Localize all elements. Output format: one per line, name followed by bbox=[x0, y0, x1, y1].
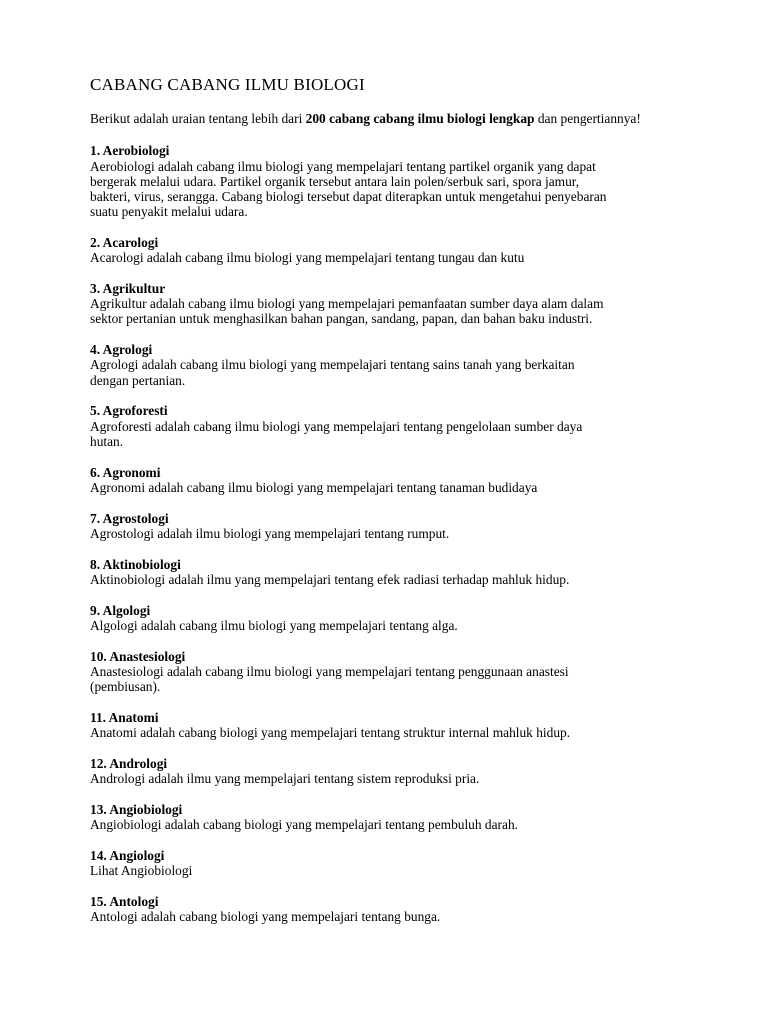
entry-title: 5. Agroforesti bbox=[90, 403, 168, 419]
list-item bbox=[90, 756, 708, 786]
list-item bbox=[90, 603, 708, 633]
entry-description-line: Agronomi adalah cabang ilmu biologi yang mempelajari tentang tanaman budidaya bbox=[90, 479, 538, 495]
entry-title: 2. Acarologi bbox=[90, 235, 159, 251]
list-item bbox=[90, 511, 708, 541]
entry-description-line: Lihat Angiobiologi bbox=[90, 863, 193, 879]
entry-description-line: Algologi adalah cabang ilmu biologi yang mempelajari tentang alga. bbox=[90, 617, 458, 633]
entry-title: 3. Agrikultur bbox=[90, 281, 166, 297]
list-item bbox=[90, 281, 708, 327]
list-item bbox=[90, 649, 708, 695]
entry-title: 10. Anastesiologi bbox=[90, 648, 186, 664]
list-item bbox=[90, 557, 708, 587]
entry-title: 6. Agronomi bbox=[90, 464, 161, 480]
list-item bbox=[90, 403, 708, 449]
list-item bbox=[90, 143, 708, 219]
entry-description-line: Angiobiologi adalah cabang biologi yang mempelajari tentang pembuluh darah. bbox=[90, 817, 519, 833]
entry-description-line: bergerak melalui udara. Partikel organik tersebut antara lain polen/serbuk sari, spora jamur, bbox=[90, 173, 580, 189]
list-item bbox=[90, 802, 708, 832]
entry-description-line: Agrostologi adalah ilmu biologi yang mempelajari tentang rumput. bbox=[90, 525, 450, 541]
entry-title: 11. Anatomi bbox=[90, 709, 159, 725]
entry-description-line: Agroforesti adalah cabang ilmu biologi yang mempelajari tentang pengelolaan sumber daya bbox=[90, 418, 583, 434]
list-item bbox=[90, 894, 708, 924]
entry-description-line: Agrologi adalah cabang ilmu biologi yang mempelajari tentang sains tanah yang berkaitan bbox=[90, 357, 575, 373]
entry-description-line: dengan pertanian. bbox=[90, 372, 186, 388]
entry-title: 9. Algologi bbox=[90, 602, 151, 618]
entry-title: 8. Aktinobiologi bbox=[90, 556, 181, 572]
list-item bbox=[90, 710, 708, 740]
entry-description-line: Anatomi adalah cabang biologi yang mempelajari tentang struktur internal mahluk hidup. bbox=[90, 725, 571, 741]
entry-description-line: (pembiusan). bbox=[90, 679, 161, 695]
entry-title: 12. Andrologi bbox=[90, 755, 168, 771]
intro-text-bold: 200 cabang cabang ilmu biologi lengkap bbox=[305, 111, 535, 126]
entry-description-line: Anastesiologi adalah cabang ilmu biologi yang mempelajari tentang penggunaan anastesi bbox=[90, 663, 569, 679]
entry-title: 1. Aerobiologi bbox=[90, 143, 170, 159]
entry-description-line: sektor pertanian untuk menghasilkan bahan pangan, sandang, papan, dan bahan baku industri. bbox=[90, 311, 593, 327]
list-item bbox=[90, 848, 708, 878]
entry-description-line: suatu penyakit melalui udara. bbox=[90, 204, 248, 220]
entry-title: 13. Angiobiologi bbox=[90, 801, 183, 817]
list-item bbox=[90, 465, 708, 495]
list-item bbox=[90, 342, 708, 388]
entry-description-line: Andrologi adalah ilmu yang mempelajari tentang sistem reproduksi pria. bbox=[90, 771, 480, 787]
intro-text-after: dan pengertiannya! bbox=[534, 111, 641, 126]
entry-title: 15. Antologi bbox=[90, 893, 159, 909]
entry-description-line: hutan. bbox=[90, 433, 124, 449]
entry-list bbox=[90, 143, 708, 924]
entry-title: 14. Angiologi bbox=[90, 847, 165, 863]
entry-title: 4. Agrologi bbox=[90, 342, 153, 358]
entry-description-line: bakteri, virus, serangga. Cabang biologi tersebut dapat diterapkan untuk mengetahui penyebaran bbox=[90, 189, 607, 205]
entry-description-line: Antologi adalah cabang biologi yang mempelajari tentang bunga. bbox=[90, 909, 441, 925]
intro-paragraph bbox=[90, 111, 708, 126]
document-title: CABANG CABANG ILMU BIOLOGI bbox=[90, 75, 365, 94]
entry-description-line: Acarologi adalah cabang ilmu biologi yang mempelajari tentang tungau dan kutu bbox=[90, 250, 525, 266]
entry-description-line: Aktinobiologi adalah ilmu yang mempelajari tentang efek radiasi terhadap mahluk hidup. bbox=[90, 571, 570, 587]
list-item bbox=[90, 235, 708, 265]
entry-description-line: Aerobiologi adalah cabang ilmu biologi yang mempelajari tentang partikel organik yang dapat bbox=[90, 158, 596, 174]
entry-description-line: Agrikultur adalah cabang ilmu biologi yang mempelajari pemanfaatan sumber daya alam dalam bbox=[90, 296, 604, 312]
entry-title: 7. Agrostologi bbox=[90, 510, 169, 526]
intro-text-before: Berikut adalah uraian tentang lebih dari bbox=[90, 111, 306, 126]
